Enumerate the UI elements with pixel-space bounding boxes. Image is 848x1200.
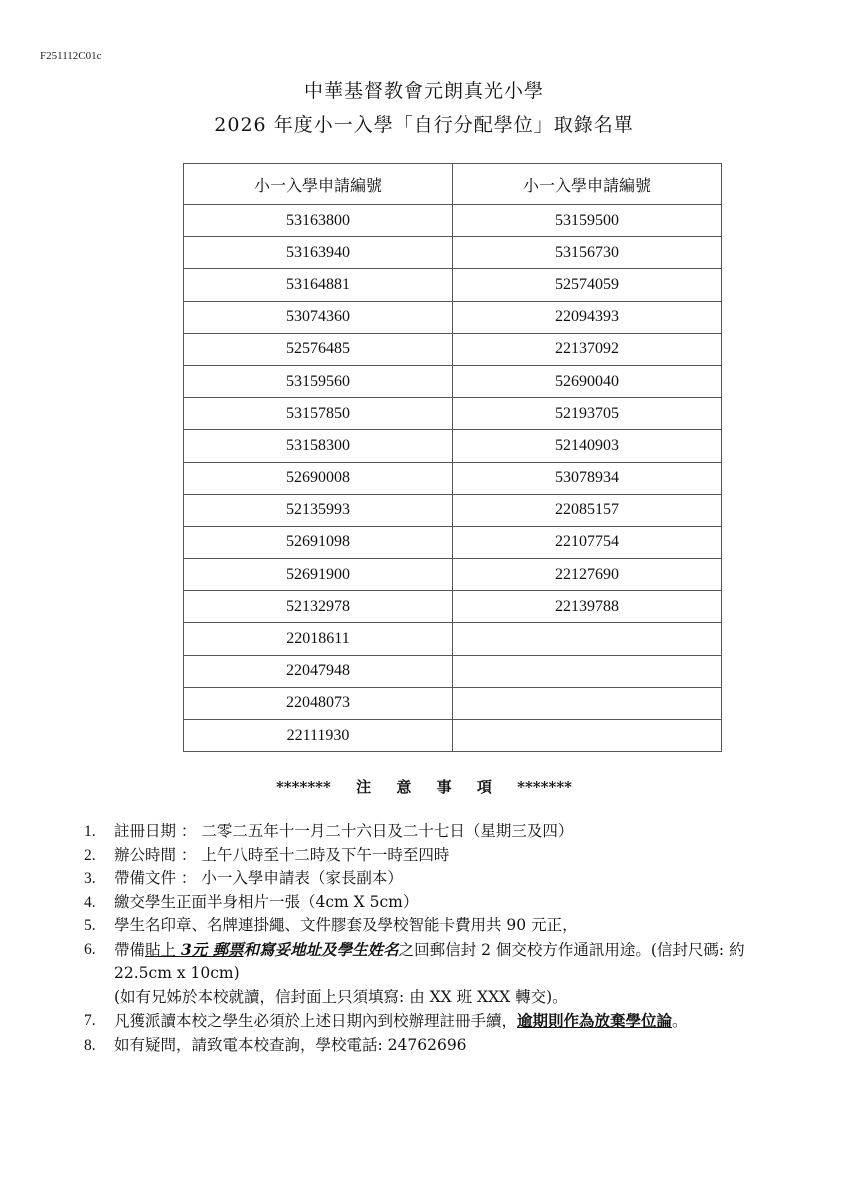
note-text: 如有疑問，請致電本校查詢，學校電話: 24762696 [114, 1035, 467, 1054]
application-number-cell: 53163800 [184, 205, 453, 237]
note-text-part: 之回郵信封 2 個交校方作通訊用途。(信封尺碼: 約 22.5cm x 10cm) [114, 940, 745, 982]
note-text-part: 凡獲派讀本校之學生必須於上述日期內到校辦理註冊手續， [114, 1012, 518, 1030]
application-number-cell: 52576485 [184, 333, 453, 365]
application-number-cell: 22137092 [453, 333, 722, 365]
note-text-part: 。 [672, 1012, 688, 1030]
note-text-part: 貼上 [145, 940, 181, 959]
application-number-cell [453, 720, 722, 752]
note-text-part: (如有兄姊於本校就讀，信封面上只須填寫: 由 XX 班 XXX 轉交)。 [114, 987, 568, 1006]
application-number-cell: 52691900 [184, 559, 453, 591]
table-row [184, 623, 722, 655]
table-row [184, 494, 722, 526]
table-header-row [184, 164, 722, 205]
application-number-cell: 53156730 [453, 237, 722, 269]
admission-list-table [183, 163, 722, 752]
table-row [184, 559, 722, 591]
table-row [184, 687, 722, 719]
note-text: 帶備文件 ： 小一入學申請表（家長副本） [114, 869, 403, 887]
notes-list [84, 820, 764, 1057]
application-number-cell: 22085157 [453, 494, 722, 526]
application-number-cell: 53163940 [184, 237, 453, 269]
note-text: 繳交學生正面半身相片一張（4cm X 5cm） [114, 892, 419, 911]
application-number-cell: 52690040 [453, 365, 722, 397]
application-number-cell: 22048073 [184, 687, 453, 719]
note-text: 辦公時間 ： 上午八時至十二時及下午一時至四時 [114, 845, 450, 864]
table-row [184, 398, 722, 430]
emphasis-text: 和寫妥地址及學生姓名 [243, 939, 399, 959]
note-item [84, 820, 764, 844]
note-number: 7. [84, 1012, 96, 1029]
note-number: 5. [84, 917, 96, 934]
note-text-part: 帶備 [114, 940, 146, 959]
notes-heading-word: 項 [476, 778, 492, 796]
note-number: 1. [84, 823, 96, 840]
note-item [84, 1009, 764, 1034]
table-row [184, 205, 722, 237]
application-number-cell: 22047948 [184, 655, 453, 687]
table-row [184, 462, 722, 494]
application-number-cell [453, 623, 722, 655]
note-number: 6. [84, 940, 96, 958]
note-number: 3. [84, 870, 96, 887]
application-number-cell: 53164881 [184, 269, 453, 301]
application-number-cell: 53159560 [184, 365, 453, 397]
table-row [184, 591, 722, 623]
application-number-cell [453, 655, 722, 687]
application-number-cell: 53078934 [453, 462, 722, 494]
table-row [184, 720, 722, 752]
column-header: 小一入學申請編號 [184, 164, 453, 205]
note-item [84, 914, 764, 938]
application-number-cell: 52135993 [184, 494, 453, 526]
note-number: 4. [84, 893, 96, 911]
stars-left: ******* [275, 778, 331, 796]
application-number-cell: 53159500 [453, 205, 722, 237]
application-number-cell: 22094393 [453, 301, 722, 333]
application-number-cell: 52132978 [184, 591, 453, 623]
application-number-cell: 53157850 [184, 398, 453, 430]
note-item [84, 844, 764, 868]
notes-heading [0, 776, 848, 797]
application-number-cell: 52690008 [184, 462, 453, 494]
note-number: 2. [84, 846, 96, 864]
application-number-cell: 53074360 [184, 301, 453, 333]
note-item [84, 1034, 764, 1058]
application-number-cell: 52691098 [184, 526, 453, 558]
table-row [184, 237, 722, 269]
table-row [184, 365, 722, 397]
note-item [84, 867, 764, 891]
notes-heading-word: 事 [436, 778, 452, 796]
emphasis-text: 逾期則作為放棄學位論 [517, 1011, 673, 1030]
column-header: 小一入學申請編號 [453, 164, 722, 205]
underlined-text [145, 941, 244, 959]
application-number-cell: 22139788 [453, 591, 722, 623]
application-number-cell [453, 687, 722, 719]
stars-right: ******* [517, 778, 573, 796]
table-row [184, 333, 722, 365]
notes-heading-word: 注 [356, 778, 372, 796]
application-number-cell: 52140903 [453, 430, 722, 462]
note-text: 學生名印章、名牌連掛繩、文件膠套及學校智能卡費用共 90 元正， [114, 916, 578, 934]
application-number-cell: 52574059 [453, 269, 722, 301]
table-row [184, 269, 722, 301]
table-row [184, 526, 722, 558]
school-name: 中華基督教會元朗真光小學 [303, 80, 544, 102]
application-number-cell: 22127690 [453, 559, 722, 591]
table-row [184, 301, 722, 333]
table-row [184, 655, 722, 687]
application-number-cell: 22018611 [184, 623, 453, 655]
application-number-cell: 22107754 [453, 526, 722, 558]
notes-heading-word: 意 [396, 778, 412, 796]
note-item [84, 938, 764, 1010]
table-row [184, 430, 722, 462]
note-number: 8. [84, 1036, 96, 1054]
application-number-cell: 22111930 [184, 720, 453, 752]
emphasis-text: 3元 郵票 [180, 939, 244, 959]
application-number-cell: 53158300 [184, 430, 453, 462]
document-code: F251112C01c [40, 50, 102, 62]
application-number-cell: 52193705 [453, 398, 722, 430]
note-text [114, 938, 764, 1010]
document-title: 2026 年度小一入學「自行分配學位」取錄名單 [214, 114, 634, 136]
note-text: 註冊日期 ： 二零二五年十一月二十六日及二十七日（星期三及四） [114, 822, 574, 840]
note-item [84, 891, 764, 915]
note-text [114, 1009, 764, 1034]
